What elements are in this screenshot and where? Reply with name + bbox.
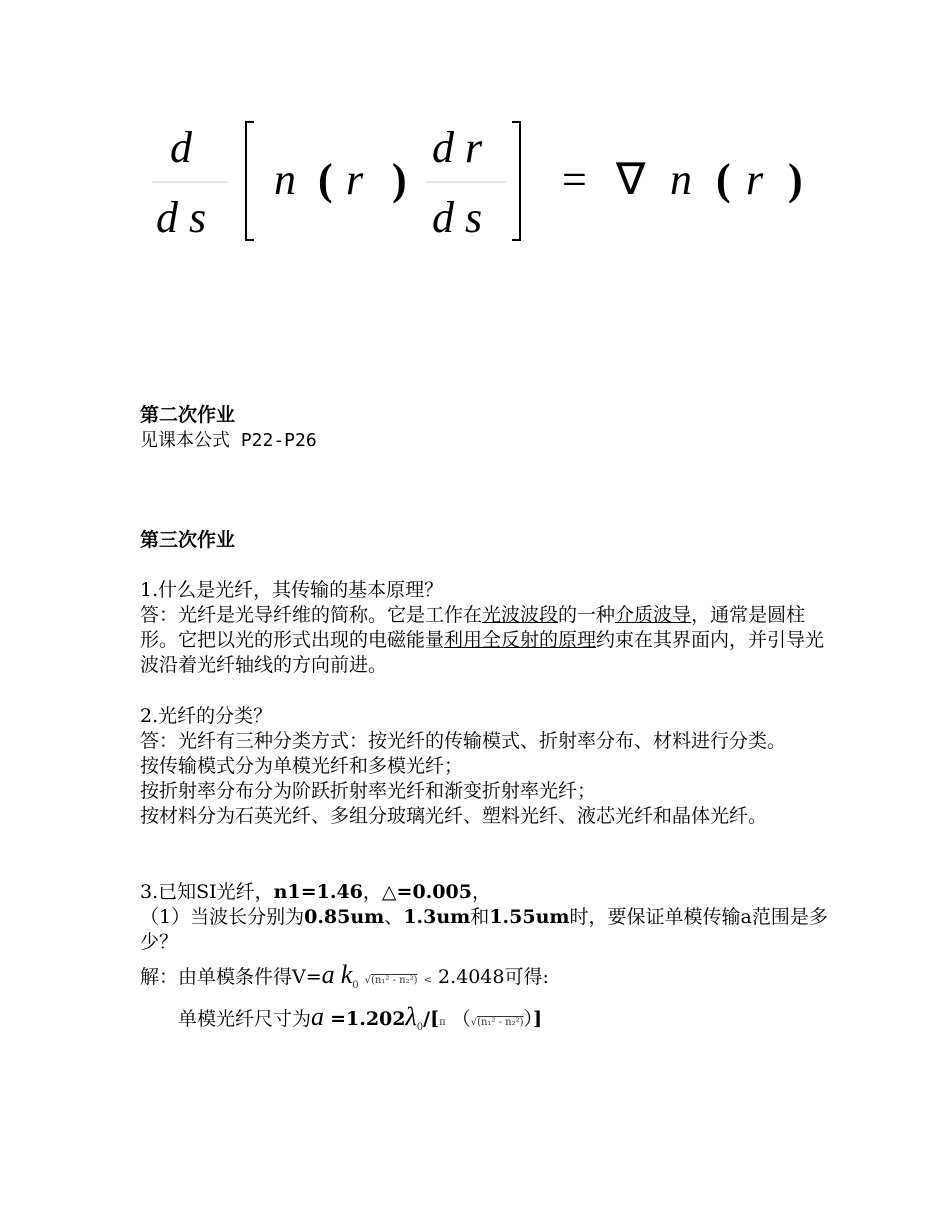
q1-answer-suffix: 约束在其界面内，并引导光波沿着光纤轴线的方向前进。: [140, 629, 825, 676]
eq-r: r: [346, 155, 364, 204]
q2-line-2: 按折射率分布分为阶跃折射率光纤和渐变折射率光纤；: [140, 780, 597, 802]
q2-line-3: 按材料分为石英光纤、多组分玻璃光纤、塑料光纤、液芯光纤和晶体光纤。: [140, 805, 768, 827]
hw3-title: 第三次作业: [140, 529, 236, 551]
sol-k: k: [340, 960, 353, 989]
size-prefix: 单模光纤尺寸为: [178, 1008, 312, 1030]
hw2-note: 见课本公式 P22-P26: [140, 430, 317, 451]
size-sqrt: √(n₁² - n₂²): [470, 1017, 524, 1028]
q3-n1: n1=1.46: [273, 881, 363, 903]
q3-sub1-w1: 0.85um: [304, 906, 385, 928]
size-paren-open: （: [451, 1008, 471, 1030]
hw2-section: [140, 403, 830, 453]
q3-size-line: [178, 1004, 838, 1040]
q3-end: ，: [471, 881, 491, 903]
eq-dr-top: d r: [432, 123, 483, 172]
size-close: ]: [533, 1008, 543, 1030]
q3-question: [140, 880, 830, 905]
eq-equals: =: [562, 155, 587, 204]
q1-answer: [140, 603, 830, 678]
eq-paren-open-2: (: [716, 155, 731, 204]
eq-ds-bottom: d s: [156, 193, 207, 242]
q1-answer-mid-2: ，通常是圆柱形。它把以光的形式出现的电磁能量: [140, 604, 806, 651]
q2-question: 2.光纤的分类？: [140, 705, 273, 727]
eq-r2: r: [746, 155, 764, 204]
q3-sep: ，: [362, 881, 382, 903]
q1-answer-mid-1: 的一种: [558, 604, 616, 626]
size-sqrt-body: (n₁² - n₂²): [477, 1017, 524, 1028]
q3-sub1-and: 和: [470, 906, 490, 928]
sol-sqrt: √(n₁² - n₂²): [364, 975, 418, 986]
size-lambda: λ: [405, 1002, 417, 1031]
eq-d-top: d: [170, 123, 192, 172]
ray-equation: [150, 112, 840, 252]
eq-paren-close-2: ): [788, 155, 803, 204]
q1-answer-underline-3: 利用全反射的原理: [444, 629, 597, 651]
q3-sub1-w2: 1.3um: [403, 906, 471, 928]
size-paren-close: ）: [523, 1008, 534, 1030]
q3-solution-line: [140, 962, 830, 998]
sol-prefix: 解：由单模条件得V=: [140, 966, 322, 988]
q3-sub1-prefix: （1）当波长分别为: [140, 906, 305, 928]
sol-lt: <: [423, 975, 432, 986]
hw3-q1: [140, 578, 830, 678]
size-div: /[: [423, 1008, 440, 1030]
q3-sub1-sep: 、: [384, 906, 404, 928]
eq-paren-close: ): [392, 155, 407, 204]
eq-ds-bottom-2: d s: [432, 193, 483, 242]
hw3-q3: [140, 880, 830, 955]
size-lambda-sub: 0: [416, 1021, 424, 1033]
hw2-title: 第二次作业: [140, 404, 236, 426]
size-pi: π: [439, 1017, 446, 1028]
hw3-title-block: [140, 528, 830, 553]
q3-sub1-suffix: 时，要保证单模传输a范围是多少？: [140, 906, 828, 953]
q1-question: 1.什么是光纤，其传输的基本原理？: [140, 579, 444, 601]
q1-answer-underline-2: 介质波导: [615, 604, 692, 626]
sol-sqrt-body: (n₁² - n₂²): [371, 975, 418, 986]
ray-equation-svg: [150, 112, 840, 252]
eq-n2: n: [670, 155, 692, 204]
size-eq: =1.202: [330, 1008, 406, 1030]
eq-n: n: [274, 155, 296, 204]
q3-sub1: [140, 905, 830, 955]
q3-sub1-w3: 1.55um: [489, 906, 570, 928]
eq-nabla: ∇: [616, 155, 646, 204]
sol-k-sub: 0: [352, 979, 359, 991]
eq-paren-open: (: [318, 155, 333, 204]
sol-value: 2.4048: [438, 966, 505, 988]
eq-right-bracket: [512, 122, 520, 240]
q3-size: [178, 1004, 838, 1040]
q3-prefix: 3.已知SI光纤，: [140, 881, 274, 903]
q2-line-1: 按传输模式分为单模光纤和多模光纤；: [140, 755, 464, 777]
q3-solution: [140, 962, 830, 998]
hw3-q2: [140, 704, 830, 829]
q1-answer-prefix: 答：光纤是光导纤维的简称。它是工作在: [140, 604, 483, 626]
sol-a: a: [321, 960, 335, 989]
q2-answer: 答：光纤有三种分类方式：按光纤的传输模式、折射率分布、材料进行分类。: [140, 730, 787, 752]
size-a: a: [311, 1002, 325, 1031]
q3-delta: △=0.005: [381, 881, 472, 903]
eq-left-bracket: [246, 122, 254, 240]
sol-suffix: 可得:: [504, 966, 549, 988]
q1-answer-underline-1: 光波波段: [482, 604, 559, 626]
